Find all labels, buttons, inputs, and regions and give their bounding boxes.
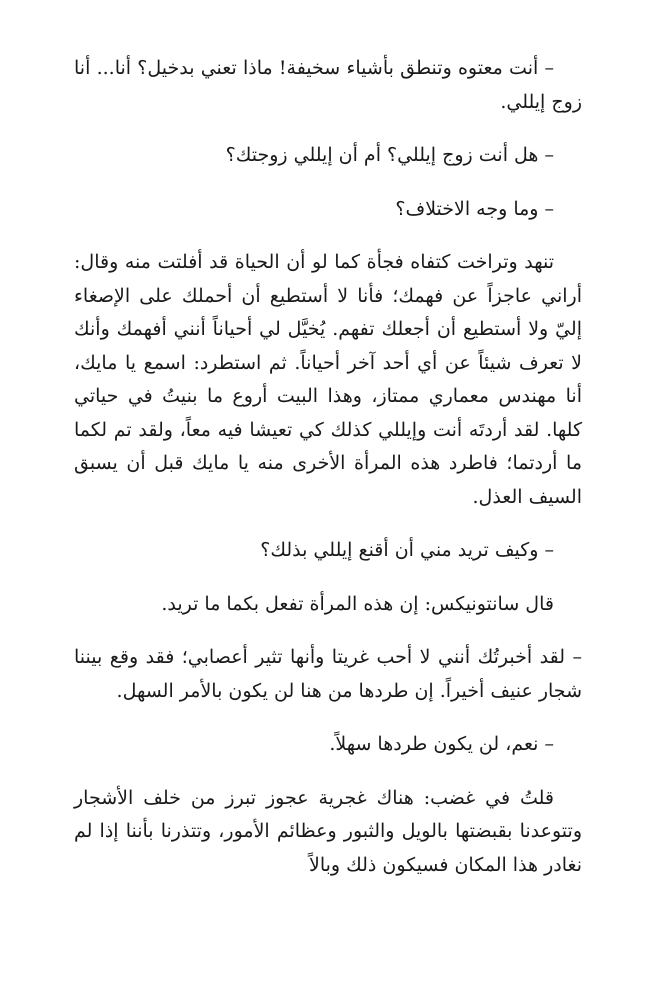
paragraph-dialogue-5: – لقد أخبرتُك أنني لا أحب غريتا وأنها تثير أعصابي؛ فقد وقع بيننا شجار عنيف أخيراً. إن طردها من هنا لن يكون بالأمر السهل. bbox=[74, 646, 582, 702]
paragraph-dialogue-6: – نعم، لن يكون طردها سهلاً. bbox=[329, 733, 554, 755]
paragraph-dialogue-2: – هل أنت زوج إيللي؟ أم أن إيللي زوجتك؟ bbox=[225, 144, 554, 166]
paragraph-narration-2: قال سانتونيكس: إن هذه المرأة تفعل بكما ما تريد. bbox=[161, 592, 554, 615]
book-page bbox=[74, 52, 582, 882]
paragraph-dialogue-4: – وكيف تريد مني أن أقنع إيللي بذلك؟ bbox=[260, 539, 554, 561]
paragraph-dialogue-1: – أنت معتوه وتنطق بأشياء سخيفة! ماذا تعني بدخيل؟ أنا... أنا زوج إيللي. bbox=[74, 57, 582, 113]
paragraph-narration-3: قلتُ في غضب: هناك غجرية عجوز تبرز من خلف الأشجار وتتوعدنا بقبضتها بالويل والثبور وعظائم الأمور، وتتذرنا بأننا إذا لم نغادر هذا المكان فسيكون ذلك وبالاً bbox=[74, 786, 582, 876]
paragraph-dialogue-3: – وما وجه الاختلاف؟ bbox=[395, 197, 554, 220]
paragraph-narration-1: تنهد وتراخت كتفاه فجأة كما لو أن الحياة قد أفلتت منه وقال: أراني عاجزاً عن فهمك؛ فأنا لا أستطيع أن أحملك على الإصغاء إليّ ولا أستطيع أن أجعلك تفهم. يُخيَّل لي أحياناً أنني أفهمك وأنك لا تعرف شيئاً عن أي أحد آخر أحياناً. ثم استطرد: اسمع يا مايك، أنا مهندس معماري ممتاز، وهذا البيت أروع ما بنيتُ في حياتي كلها. لقد أردتَه أنت وإيللي كذلك كي تعيشا فيه معاً، ولقد تم لكما ما أردتما؛ فاطرد هذه المرأة الأخرى منه يا مايك قبل أن يسبق السيف العذل. bbox=[74, 251, 582, 508]
